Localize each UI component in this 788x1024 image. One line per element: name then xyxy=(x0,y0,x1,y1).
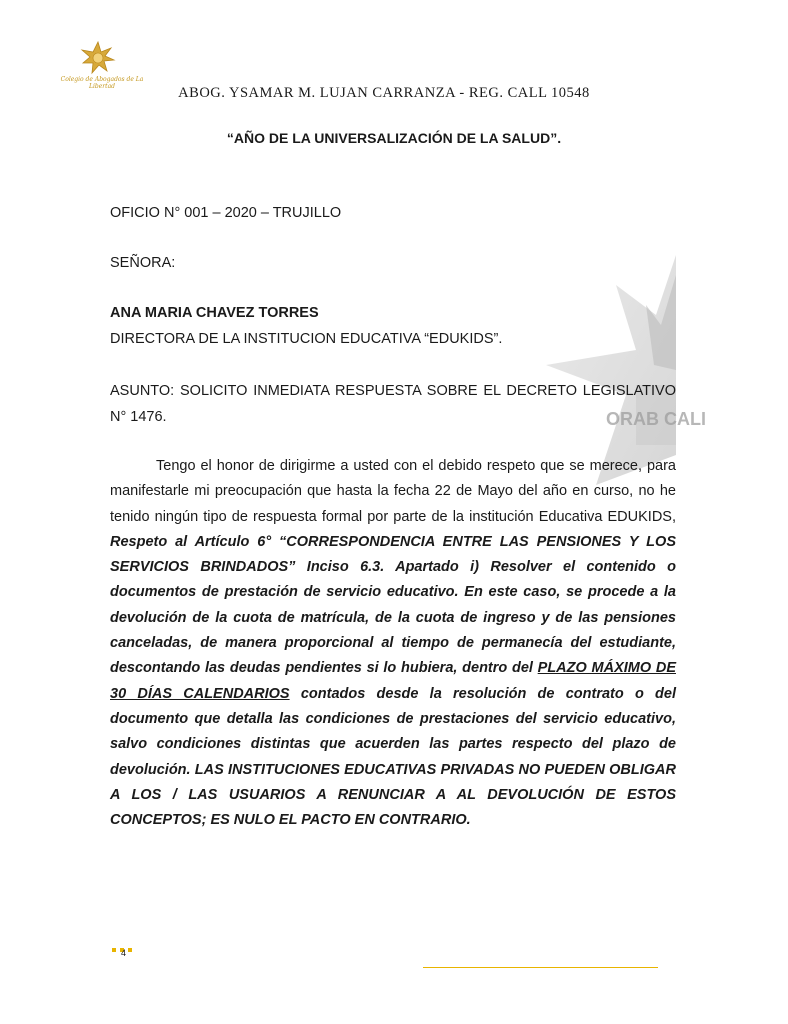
page-number: 4 xyxy=(121,948,127,958)
body-paragraph xyxy=(110,454,676,833)
gold-star-seal-icon xyxy=(76,40,120,76)
recipient-name: ANA MARIA CHAVEZ TORRES xyxy=(110,305,319,321)
year-title: “AÑO DE LA UNIVERSALIZACIÓN DE LA SALUD”. xyxy=(226,130,562,146)
watermark-text: ORAB CALI xyxy=(606,409,706,429)
deadline-underlined: PLAZO MÁXIMO DE 30 DÍAS CALENDARIOS xyxy=(110,660,676,702)
logo-caption: Colegio de Abogados de La Libertad xyxy=(60,76,144,90)
footer-rule xyxy=(423,967,658,968)
body-emphasis-2: contados desde la resolución de contrato o del documento que detalla las condiciones de prestaciones del servicio educativo, salvo condiciones distintas que acuerden las partes respecto del plazo de devolución. LAS INSTITUCIONES EDUCATIVAS PRIVADAS NO PUEDEN OBLIGAR A LOS / LAS USUARIOS A RENUNCIAR A AL DEVOLUCIÓN DE ESTOS CONCEPTOS; ES NULO EL PACTO EN CONTRARIO. xyxy=(110,685,676,829)
body-intro: Tengo el honor de dirigirme a usted con el debido respeto que se merece, para manifestarle mi preocupación que hasta la fecha 22 de Mayo del año en curso, no he tenido ningún tipo de respuesta formal por parte de la institución Educativa EDUKIDS, xyxy=(110,458,676,525)
body-emphasis-1: Respeto al Artículo 6° “CORRESPONDENCIA ENTRE LAS PENSIONES Y LOS SERVICIOS BRINDADOS” Inciso 6.3. Apartado i) Resolver el contenido o documentos de prestación de servicio educativo. En este caso, se procede a la devolución de la cuota de matrícula, de la cuota de ingreso y de las pensiones canceladas, de manera proporcional al tiempo de permanecía del estudiante, descontando las deudas pendientes si lo hubiera, dentro del xyxy=(110,533,676,677)
recipient-title: DIRECTORA DE LA INSTITUCION EDUCATIVA “EDUKIDS”. xyxy=(110,331,503,347)
subject-line: ASUNTO: SOLICITO INMEDIATA RESPUESTA SOBRE EL DECRETO LEGISLATIVO N° 1476. xyxy=(110,383,676,425)
salutation: SEÑORA: xyxy=(110,255,176,271)
letterhead: ABOG. YSAMAR M. LUJAN CARRANZA - REG. CALL 10548 xyxy=(178,85,590,101)
oficio-number: OFICIO N° 001 – 2020 – TRUJILLO xyxy=(110,205,342,221)
watermark-star-seal xyxy=(486,255,706,485)
